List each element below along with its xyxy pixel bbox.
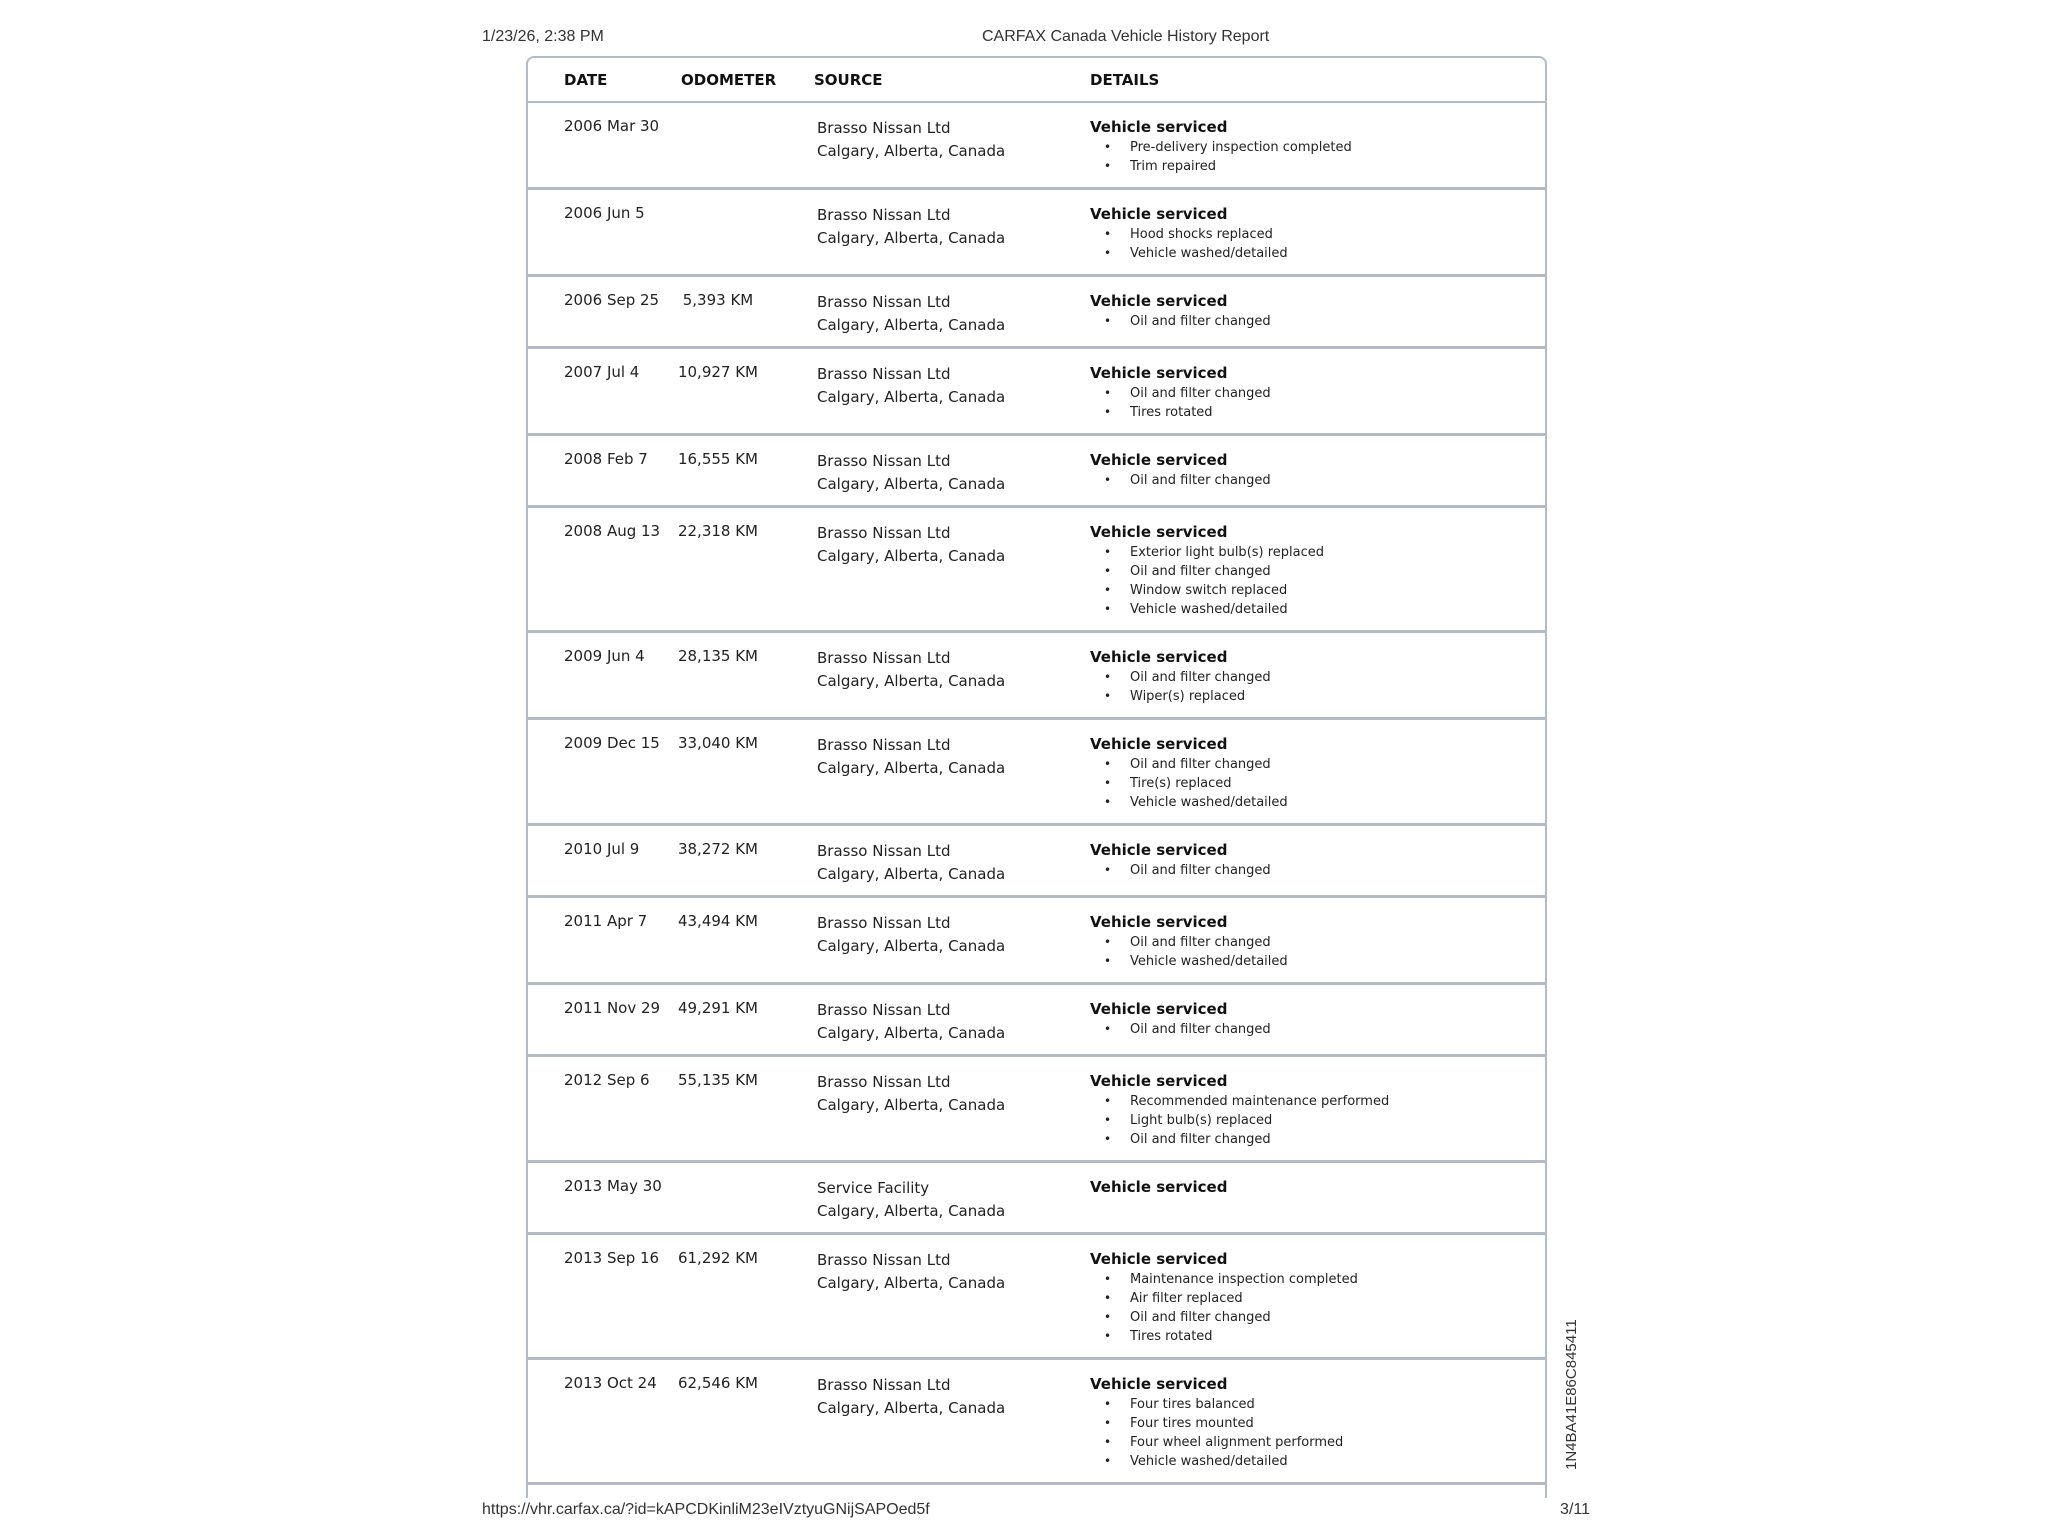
record-type: Vehicle serviced [1090, 1375, 1228, 1393]
row-odometer: 5,393 KM [682, 291, 754, 309]
row-source [817, 1071, 1005, 1117]
table-row [528, 277, 1545, 349]
detail-list [1090, 1395, 1343, 1471]
row-source [817, 840, 1005, 886]
source-name: Brasso Nissan Ltd [817, 649, 951, 667]
record-type: Vehicle serviced [1090, 118, 1228, 136]
source-name: Brasso Nissan Ltd [817, 1001, 951, 1019]
source-name: Brasso Nissan Ltd [817, 119, 951, 137]
history-table [526, 56, 1547, 1498]
record-type: Vehicle serviced [1090, 735, 1228, 753]
record-type: Vehicle serviced [1090, 364, 1228, 382]
row-source [817, 450, 1005, 496]
row-details [1090, 1177, 1227, 1197]
source-location: Calgary, Alberta, Canada [817, 388, 1006, 406]
table-row [528, 1235, 1545, 1360]
row-date: 2013 Sep 16 [564, 1249, 660, 1267]
row-source [817, 1249, 1005, 1295]
table-row [528, 633, 1545, 720]
row-source [817, 291, 1005, 337]
detail-list [1090, 755, 1288, 812]
record-type: Vehicle serviced [1090, 451, 1228, 469]
detail-item: • Vehicle washed/detailed [1090, 952, 1288, 971]
detail-item: • Wiper(s) replaced [1090, 687, 1271, 706]
detail-item: • Exterior light bulb(s) replaced [1090, 543, 1324, 562]
record-type: Vehicle serviced [1090, 841, 1228, 859]
source-name: Brasso Nissan Ltd [817, 452, 951, 470]
row-date: 2011 Apr 7 [564, 912, 648, 930]
source-location: Calgary, Alberta, Canada [817, 1274, 1006, 1292]
detail-item: • Tire(s) replaced [1090, 774, 1288, 793]
record-type: Vehicle serviced [1090, 523, 1228, 541]
source-location: Calgary, Alberta, Canada [817, 1202, 1006, 1220]
detail-item: • Oil and filter changed [1090, 755, 1288, 774]
row-date: 2010 Jul 9 [564, 840, 640, 858]
detail-item: • Oil and filter changed [1090, 668, 1271, 687]
detail-item: • Oil and filter changed [1090, 861, 1271, 880]
row-odometer: 55,135 KM [677, 1071, 759, 1089]
row-source [817, 117, 1005, 163]
detail-item: • Oil and filter changed [1090, 312, 1271, 331]
record-type: Vehicle serviced [1090, 1000, 1228, 1018]
detail-list [1090, 471, 1271, 490]
row-odometer: 33,040 KM [677, 734, 759, 752]
row-odometer: 43,494 KM [677, 912, 759, 930]
detail-list [1090, 861, 1271, 880]
source-location: Calgary, Alberta, Canada [817, 1096, 1006, 1114]
row-details [1090, 734, 1288, 812]
source-location: Calgary, Alberta, Canada [817, 1024, 1006, 1042]
row-details [1090, 117, 1352, 176]
detail-item: • Oil and filter changed [1090, 1020, 1271, 1039]
detail-item: • Oil and filter changed [1090, 384, 1271, 403]
source-name: Brasso Nissan Ltd [817, 293, 951, 311]
row-date: 2006 Sep 25 [564, 291, 660, 309]
print-footer [482, 1501, 1590, 1523]
table-row [528, 720, 1545, 826]
row-date: 2011 Nov 29 [564, 999, 661, 1017]
detail-item: • Oil and filter changed [1090, 562, 1324, 581]
header-odometer: ODOMETER [681, 71, 777, 89]
row-source [817, 734, 1005, 780]
row-details [1090, 1249, 1358, 1346]
row-source [817, 999, 1005, 1045]
detail-item: • Four tires balanced [1090, 1395, 1343, 1414]
source-location: Calgary, Alberta, Canada [817, 865, 1006, 883]
detail-list [1090, 1020, 1271, 1039]
row-source [817, 204, 1005, 250]
table-row [528, 508, 1545, 633]
detail-item: • Window switch replaced [1090, 581, 1324, 600]
row-details [1090, 999, 1271, 1039]
detail-item: • Oil and filter changed [1090, 1308, 1358, 1327]
row-date: 2012 Sep 6 [564, 1071, 650, 1089]
source-name: Service Facility [817, 1179, 930, 1197]
source-location: Calgary, Alberta, Canada [817, 229, 1006, 247]
detail-item: • Vehicle washed/detailed [1090, 600, 1324, 619]
row-details [1090, 647, 1271, 706]
row-date: 2013 Oct 24 [564, 1374, 657, 1392]
source-name: Brasso Nissan Ltd [817, 1073, 951, 1091]
table-row [528, 436, 1545, 508]
detail-item: • Four wheel alignment performed [1090, 1433, 1343, 1452]
detail-item: • Four tires mounted [1090, 1414, 1343, 1433]
row-source [817, 912, 1005, 958]
source-location: Calgary, Alberta, Canada [817, 1399, 1006, 1417]
record-type: Vehicle serviced [1090, 1250, 1228, 1268]
source-location: Calgary, Alberta, Canada [817, 672, 1006, 690]
detail-item: • Oil and filter changed [1090, 471, 1271, 490]
row-odometer: 10,927 KM [677, 363, 759, 381]
source-name: Brasso Nissan Ltd [817, 365, 951, 383]
row-date: 2008 Feb 7 [564, 450, 648, 468]
document-title: CARFAX Canada Vehicle History Report [982, 28, 1270, 45]
record-type: Vehicle serviced [1090, 1072, 1228, 1090]
vin-side-label: 1N4BA41E86C845411 [1563, 1319, 1580, 1470]
table-row [528, 103, 1545, 190]
table-header [528, 58, 1545, 103]
row-details [1090, 1071, 1389, 1149]
row-source [817, 1177, 1005, 1223]
detail-list [1090, 1092, 1389, 1149]
source-location: Calgary, Alberta, Canada [817, 937, 1006, 955]
record-type: Vehicle serviced [1090, 1178, 1228, 1196]
row-source [817, 522, 1005, 568]
row-details [1090, 204, 1288, 263]
detail-item: • Vehicle washed/detailed [1090, 1452, 1343, 1471]
row-source [817, 647, 1005, 693]
detail-item: • Oil and filter changed [1090, 933, 1288, 952]
row-date: 2009 Jun 4 [564, 647, 645, 665]
source-location: Calgary, Alberta, Canada [817, 316, 1006, 334]
header-source: SOURCE [814, 71, 883, 89]
print-header [482, 28, 1590, 50]
row-date: 2013 May 30 [564, 1177, 662, 1195]
detail-item: • Vehicle washed/detailed [1090, 793, 1288, 812]
row-date: 2006 Jun 5 [564, 204, 645, 222]
row-date: 2008 Aug 13 [564, 522, 661, 540]
detail-list [1090, 138, 1352, 176]
table-row [528, 1057, 1545, 1163]
row-odometer: 62,546 KM [677, 1374, 759, 1392]
detail-item: • Hood shocks replaced [1090, 225, 1288, 244]
record-type: Vehicle serviced [1090, 648, 1228, 666]
row-details [1090, 912, 1288, 971]
page-number: 3/11 [1560, 1501, 1590, 1518]
row-date: 2009 Dec 15 [564, 734, 660, 752]
source-location: Calgary, Alberta, Canada [817, 759, 1006, 777]
detail-item: • Pre-delivery inspection completed [1090, 138, 1352, 157]
table-row [528, 1360, 1545, 1485]
detail-list [1090, 312, 1271, 331]
source-name: Brasso Nissan Ltd [817, 1376, 951, 1394]
detail-list [1090, 933, 1288, 971]
row-details [1090, 840, 1271, 880]
detail-item: • Light bulb(s) replaced [1090, 1111, 1389, 1130]
detail-item: • Maintenance inspection completed [1090, 1270, 1358, 1289]
record-type: Vehicle serviced [1090, 205, 1228, 223]
source-location: Calgary, Alberta, Canada [817, 547, 1006, 565]
row-details [1090, 291, 1271, 331]
row-odometer: 16,555 KM [677, 450, 759, 468]
detail-item: • Recommended maintenance performed [1090, 1092, 1389, 1111]
row-odometer: 61,292 KM [677, 1249, 759, 1267]
header-details: DETAILS [1090, 71, 1160, 89]
detail-item: • Vehicle washed/detailed [1090, 244, 1288, 263]
detail-item: • Tires rotated [1090, 403, 1271, 422]
row-odometer: 38,272 KM [677, 840, 759, 858]
source-name: Brasso Nissan Ltd [817, 842, 951, 860]
source-location: Calgary, Alberta, Canada [817, 475, 1006, 493]
row-details [1090, 522, 1324, 619]
source-name: Brasso Nissan Ltd [817, 524, 951, 542]
source-location: Calgary, Alberta, Canada [817, 142, 1006, 160]
detail-list [1090, 543, 1324, 619]
row-details [1090, 1374, 1343, 1471]
table-row [528, 985, 1545, 1057]
source-name: Brasso Nissan Ltd [817, 914, 951, 932]
row-date: 2006 Mar 30 [564, 117, 660, 135]
detail-list [1090, 384, 1271, 422]
row-source [817, 1374, 1005, 1420]
row-details [1090, 450, 1271, 490]
row-odometer: 28,135 KM [677, 647, 759, 665]
table-row [528, 1163, 1545, 1235]
row-odometer: 49,291 KM [677, 999, 759, 1017]
source-name: Brasso Nissan Ltd [817, 206, 951, 224]
table-row [528, 190, 1545, 277]
row-date: 2007 Jul 4 [564, 363, 640, 381]
source-name: Brasso Nissan Ltd [817, 1251, 951, 1269]
print-timestamp: 1/23/26, 2:38 PM [482, 28, 604, 45]
detail-item: • Trim repaired [1090, 157, 1352, 176]
table-row [528, 349, 1545, 436]
detail-list [1090, 668, 1271, 706]
header-date: DATE [564, 71, 608, 89]
source-name: Brasso Nissan Ltd [817, 736, 951, 754]
detail-item: • Tires rotated [1090, 1327, 1358, 1346]
row-source [817, 363, 1005, 409]
table-row [528, 898, 1545, 985]
row-details [1090, 363, 1271, 422]
detail-list [1090, 1270, 1358, 1346]
page-url: https://vhr.carfax.ca/?id=kAPCDKinliM23eIVztyuGNijSAPOed5f [482, 1501, 930, 1518]
detail-item: • Air filter replaced [1090, 1289, 1358, 1308]
row-odometer: 22,318 KM [677, 522, 759, 540]
table-row [528, 826, 1545, 898]
detail-list [1090, 225, 1288, 263]
record-type: Vehicle serviced [1090, 292, 1228, 310]
record-type: Vehicle serviced [1090, 913, 1228, 931]
table-body [528, 103, 1545, 1485]
detail-item: • Oil and filter changed [1090, 1130, 1389, 1149]
